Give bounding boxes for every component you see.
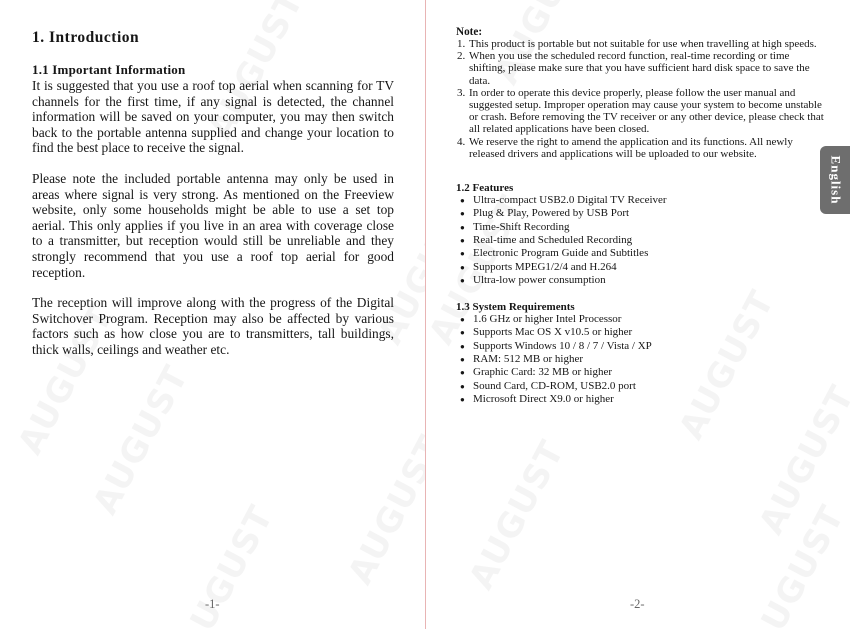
feature-item: ● Electronic Program Guide and Subtitles	[473, 247, 826, 260]
features-heading: 1.2 Features	[456, 182, 514, 195]
feature-item: ● Ultra-compact USB2.0 Digital TV Receiver	[473, 194, 826, 207]
requirement-item: ● RAM: 512 MB or higher	[473, 353, 826, 366]
section-heading: 1.1 Important Information	[32, 62, 186, 77]
page-number: -2-	[630, 597, 645, 611]
right-page	[426, 0, 850, 629]
watermark	[85, 359, 196, 521]
watermark	[170, 499, 281, 629]
requirement-item: ● Microsoft Direct X9.0 or higher	[473, 393, 826, 406]
paragraph: It is suggested that you use a roof top aerial when scanning for TV channels for the first time, if any signal is detected, the channel information will be saved on your computer, you may then switch back to the portable antenna supplied and change your location to find the best place to receive the signal.	[32, 78, 394, 156]
feature-item: ● Supports MPEG1/2/4 and H.264	[473, 261, 826, 274]
paragraph: Please note the included portable antenna may only be used in areas where signal is very strong. As mentioned on the Freeview website, only some households might be able to use a set top aerial. This only applies if you live in an area with coverage close to a transmitter, but reception would still be unreliable and they strongly recommend that you use a roof top aerial for good reception.	[32, 170, 394, 280]
feature-item: ● Ultra-low power consumption	[473, 274, 826, 287]
requirement-item: ● Supports Windows 10 / 8 / 7 / Vista / XP	[473, 340, 826, 353]
requirement-item: ● 1.6 GHz or higher Intel Processor	[473, 313, 826, 326]
page-number: -1-	[205, 597, 220, 611]
requirement-item: ● Supports Mac OS X v10.5 or higher	[473, 326, 826, 339]
watermark	[461, 434, 572, 596]
note-item: 2. When you use the scheduled record function, real-time recording or time shifting, please make sure that you have sufficient hard disk space to save the data.	[468, 50, 826, 87]
watermark	[340, 429, 425, 591]
paragraph: The reception will improve along with the progress of the Digital Switchover Program. Reception may also be affected by various factors such as how close you are to transmitters, tall buildings, thick walls, ceilings and weather etc.	[32, 295, 394, 357]
note-item: 1. This product is portable but not suitable for use when travelling at high speeds.	[468, 38, 826, 50]
requirements-heading: 1.3 System Requirements	[456, 301, 575, 314]
chapter-heading: 1. Introduction	[32, 29, 140, 46]
feature-item: ● Plug & Play, Powered by USB Port	[473, 207, 826, 220]
language-tab	[820, 146, 850, 214]
feature-item: ● Real-time and Scheduled Recording	[473, 234, 826, 247]
watermark	[741, 499, 850, 629]
requirement-item: ● Graphic Card: 32 MB or higher	[473, 366, 826, 379]
note-item: 4. We reserve the right to amend the application and its functions. All newly released drivers and applications will be uploaded to our website.	[468, 136, 826, 160]
note-item: 3. In order to operate this device properly, please follow the user manual and suggested setup. Improper operation may cause your system to become unstable or crash. Before removing the TV receiver or any other device, please check that all related applications have been closed.	[468, 87, 826, 136]
notes-list	[456, 38, 826, 160]
requirement-item: ● Sound Card, CD-ROM, USB2.0 port	[473, 380, 826, 393]
feature-item: ● Time-Shift Recording	[473, 221, 826, 234]
features-list	[456, 194, 826, 287]
requirements-list	[456, 313, 826, 406]
language-tab-label: English	[828, 155, 844, 205]
note-title: Note:	[456, 26, 483, 38]
